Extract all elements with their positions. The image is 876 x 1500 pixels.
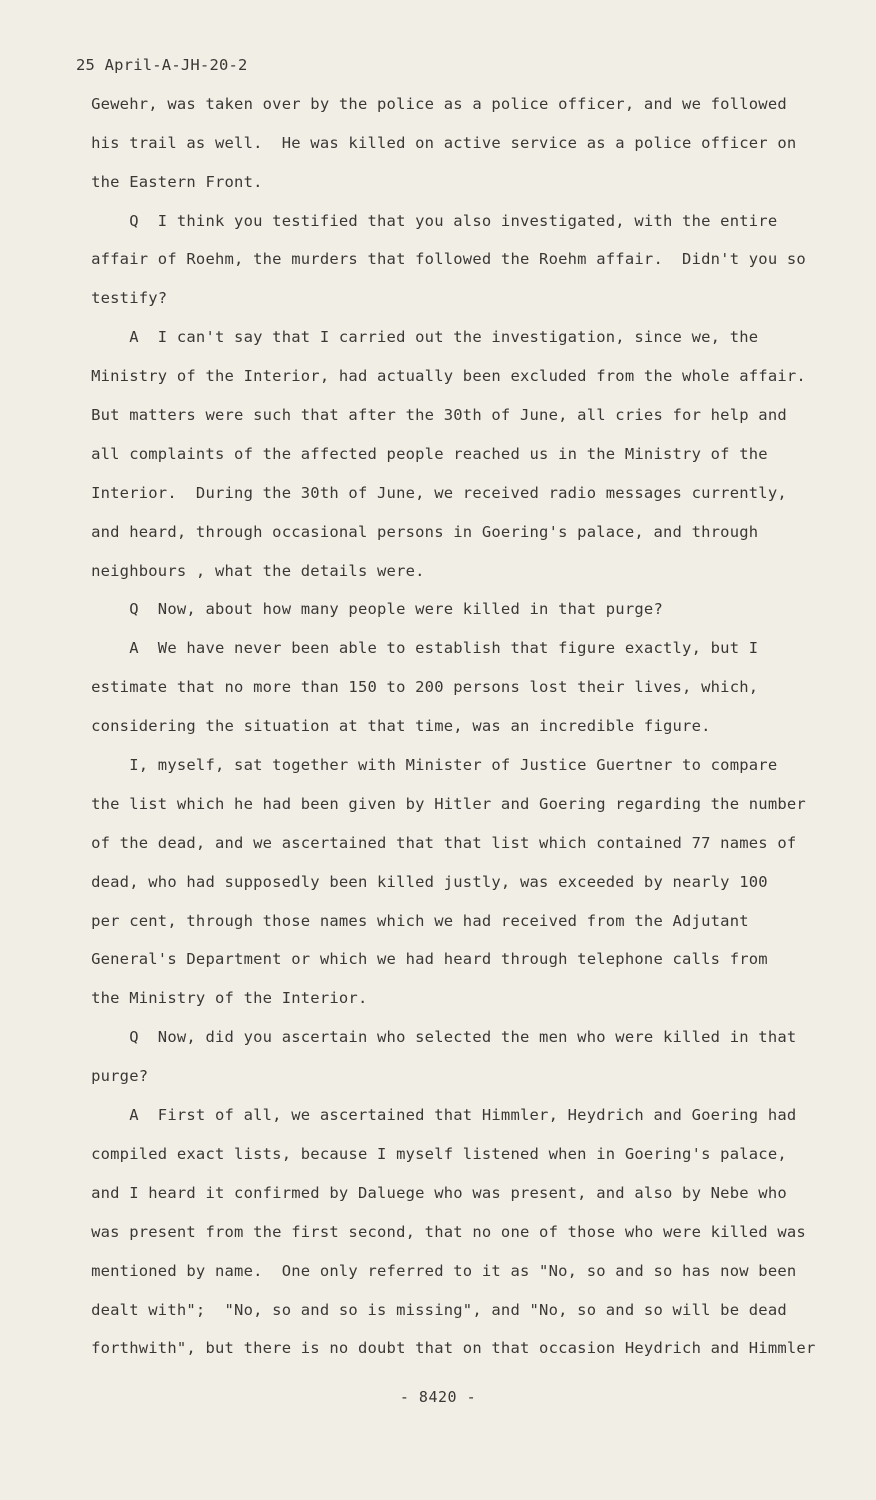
text-line: I, myself, sat together with Minister of Justice Guertner to compare: [72, 756, 778, 775]
text-line: all complaints of the affected people reached us in the Ministry of the: [72, 444, 768, 463]
text-line: the Ministry of the Interior.: [72, 989, 368, 1008]
text-line: Q I think you testified that you also investigated, with the entire: [72, 211, 778, 230]
text-line: dead, who had supposedly been killed justly, was exceeded by nearly 100: [72, 872, 768, 891]
text-line: Q Now, did you ascertain who selected the men who were killed in that: [72, 1028, 797, 1047]
text-line: his trail as well. He was killed on active service as a police officer on: [72, 133, 797, 152]
text-line: A First of all, we ascertained that Himmler, Heydrich and Goering had: [72, 1106, 797, 1125]
transcript-body: [72, 46, 816, 1368]
text-line: Interior. During the 30th of June, we received radio messages currently,: [72, 483, 787, 502]
text-line: A We have never been able to establish that figure exactly, but I: [72, 639, 759, 658]
text-line: testify?: [72, 289, 168, 308]
text-line: per cent, through those names which we had received from the Adjutant: [72, 911, 749, 930]
text-line: mentioned by name. One only referred to it as "No, so and so has now been: [72, 1261, 797, 1280]
text-line: and heard, through occasional persons in Goering's palace, and through: [72, 522, 759, 541]
text-line: Gewehr, was taken over by the police as a police officer, and we followed: [72, 94, 787, 113]
text-line: But matters were such that after the 30th of June, all cries for help and: [72, 406, 787, 425]
text-line: estimate that no more than 150 to 200 persons lost their lives, which,: [72, 678, 759, 697]
text-line: considering the situation at that time, was an incredible figure.: [72, 717, 711, 736]
text-line: affair of Roehm, the murders that followed the Roehm affair. Didn't you so: [72, 250, 806, 269]
text-line: forthwith", but there is no doubt that on that occasion Heydrich and Himmler: [72, 1339, 816, 1358]
text-line: compiled exact lists, because I myself listened when in Goering's palace,: [72, 1144, 787, 1163]
text-line: was present from the first second, that no one of those who were killed was: [72, 1222, 806, 1241]
text-line: the list which he had been given by Hitler and Goering regarding the number: [72, 794, 806, 813]
text-line: General's Department or which we had heard through telephone calls from: [72, 950, 768, 969]
text-line: A I can't say that I carried out the investigation, since we, the: [72, 328, 759, 347]
page-number: - 8420 -: [399, 1388, 477, 1406]
text-line: and I heard it confirmed by Daluege who was present, and also by Nebe who: [72, 1183, 787, 1202]
text-line: purge?: [72, 1067, 149, 1086]
text-line: Q Now, about how many people were killed in that purge?: [72, 600, 663, 619]
text-line: Ministry of the Interior, had actually been excluded from the whole affair.: [72, 367, 806, 386]
page-header-ref: 25 April-A-JH-20-2: [76, 56, 248, 74]
text-line: of the dead, and we ascertained that that list which contained 77 names of: [72, 833, 797, 852]
text-line: dealt with"; "No, so and so is missing", and "No, so and so will be dead: [72, 1300, 787, 1319]
text-line: neighbours , what the details were.: [72, 561, 425, 580]
text-line: the Eastern Front.: [72, 172, 263, 191]
